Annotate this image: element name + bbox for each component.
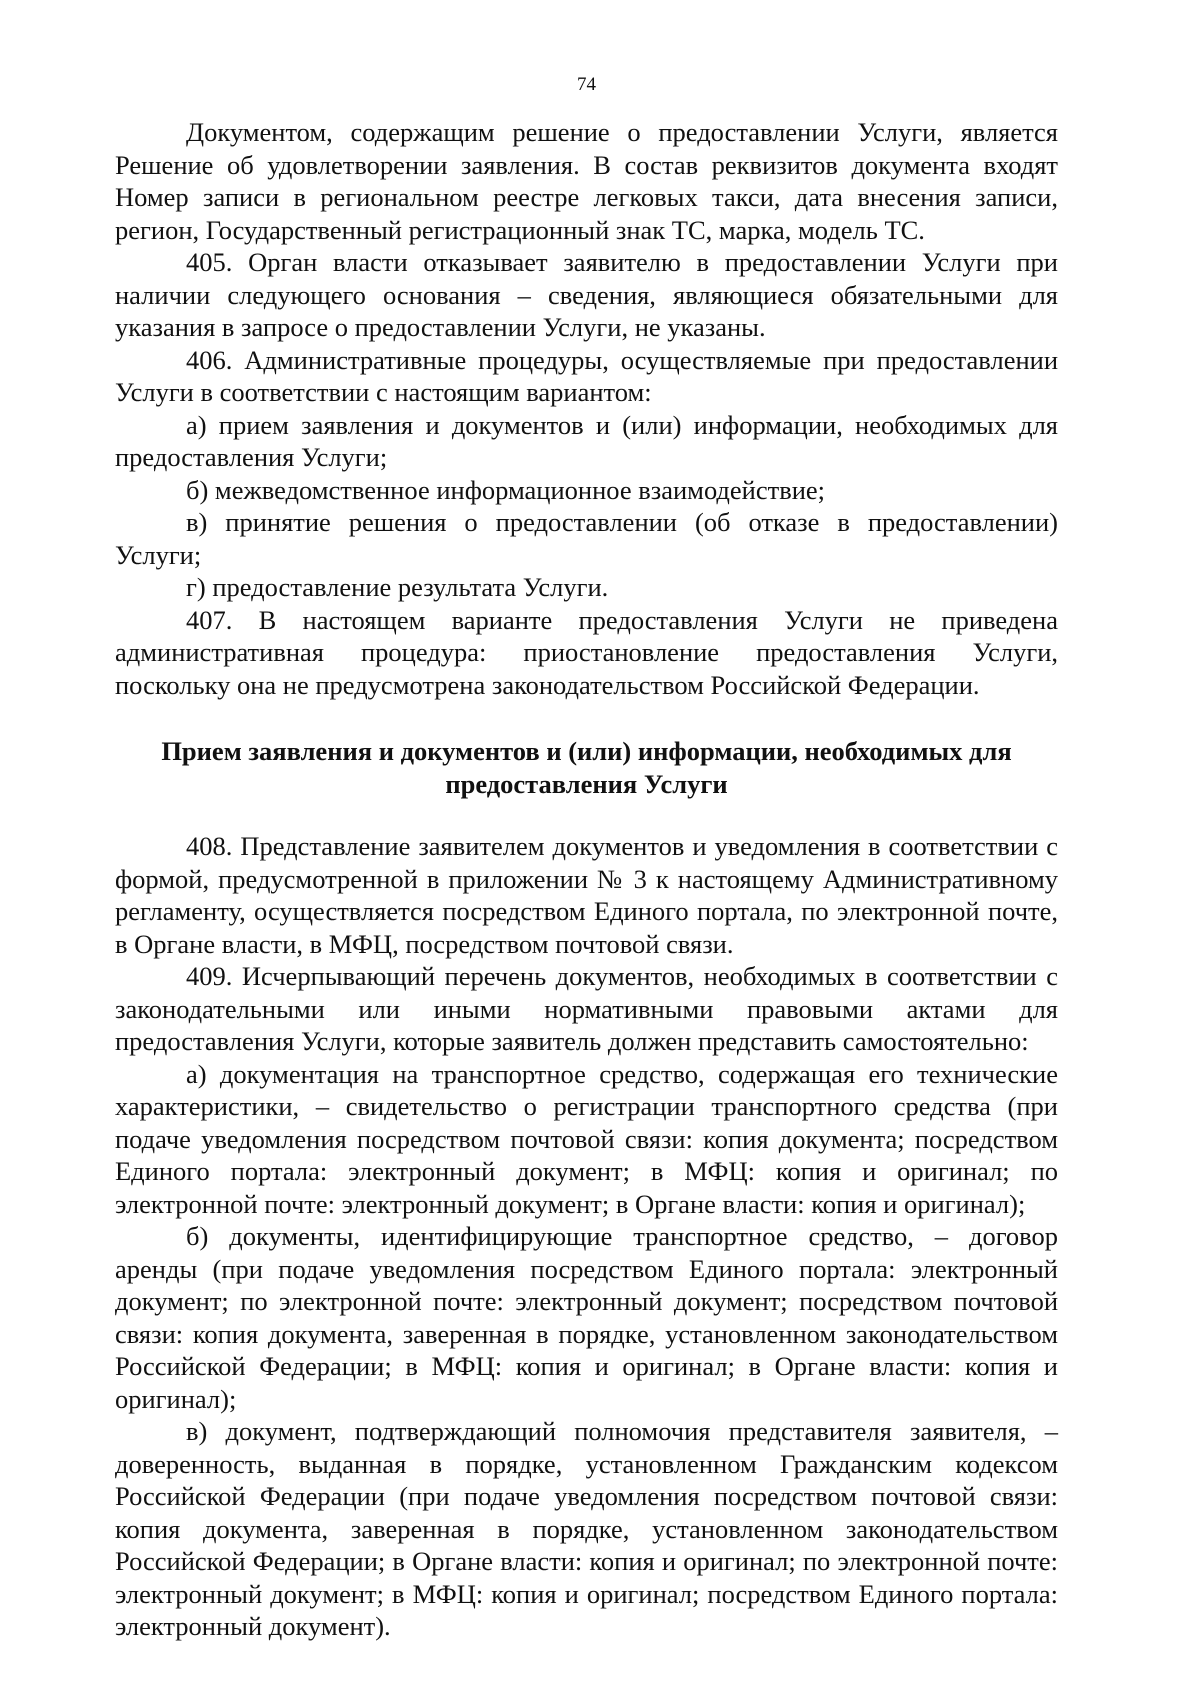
paragraph-408: 408. Представление заявителем документов и уведомления в соответствии с формой, предусмотренной в приложении № 3 к настоящему Административному регламенту, осуществляется посредством Единого портала, по электронной почте, в Органе власти, в МФЦ, посредством почтовой связи.	[115, 831, 1058, 959]
page-number: 74	[577, 74, 596, 95]
paragraph-407: 407. В настоящем варианте предоставления Услуги не приведена административная процедура: приостановление предоставления Услуги, поскольку она не предусмотрена законодательством Российской Федерации.	[115, 604, 1058, 700]
paragraph-406: 406. Административные процедуры, осуществляемые при предоставлении Услуги в соответствии с настоящим вариантом:	[115, 344, 1058, 407]
list-item-409-b: б) документы, идентифицирующие транспортное средство, – договор аренды (при подаче уведомления посредством Единого портала: электронный документ; по электронной почте: электронный документ; посредством почтовой связи: копия документа, заверенная в порядке, установленном законодательством Российской Федерации; в МФЦ: копия и оригинал; в Органе власти: копия и оригинал);	[115, 1221, 1058, 1414]
list-item-409-v: в) документ, подтверждающий полномочия представителя заявителя, – доверенность, выданная в порядке, установленном Гражданским кодексом Российской Федерации (при подаче уведомления посредством почтовой связи: копия документа, заверенная в порядке, установленном законодательством Российской Федерации; в Органе власти: копия и оригинал; по электронной почте: электронный документ; в МФЦ: копия и оригинал; посредством Единого портала: электронный документ).	[115, 1416, 1058, 1641]
section-heading	[115, 735, 1058, 800]
list-item-a: а) прием заявления и документов и (или) информации, необходимых для предоставления Услуги;	[115, 409, 1058, 472]
paragraph-result-document: Документом, содержащим решение о предоставлении Услуги, является Решение об удовлетворении заявления. В состав реквизитов документа входят Номер записи в региональном реестре легковых такси, дата внесения записи, регион, Государственный регистрационный знак ТС, марка, модель ТС.	[115, 117, 1058, 245]
list-item-v: в) принятие решения о предоставлении (об отказе в предоставлении) Услуги;	[115, 507, 1058, 570]
paragraph-405: 405. Орган власти отказывает заявителю в предоставлении Услуги при наличии следующего основания – сведения, являющиеся обязательными для указания в запросе о предоставлении Услуги, не указаны.	[115, 247, 1058, 342]
section-heading-line-2: предоставления Услуги	[445, 768, 728, 799]
section-heading-line-1: Прием заявления и документов и (или) информации, необходимых для	[161, 736, 1012, 766]
list-item-b: б) межведомственное информационное взаимодействие;	[186, 474, 826, 505]
list-item-g: г) предоставление результата Услуги.	[186, 572, 609, 602]
paragraph-409: 409. Исчерпывающий перечень документов, необходимых в соответствии с законодательными или иными нормативными правовыми актами для предоставления Услуги, которые заявитель должен представить самостоятельно:	[115, 961, 1058, 1056]
list-item-409-a: а) документация на транспортное средство, содержащая его технические характеристики, – свидетельство о регистрации транспортного средства (при подаче уведомления посредством почтовой связи: копия документа; посредством Единого портала: электронный документ; в МФЦ: копия и оригинал; по электронной почте: электронный документ; в Органе власти: копия и оригинал);	[115, 1058, 1058, 1219]
